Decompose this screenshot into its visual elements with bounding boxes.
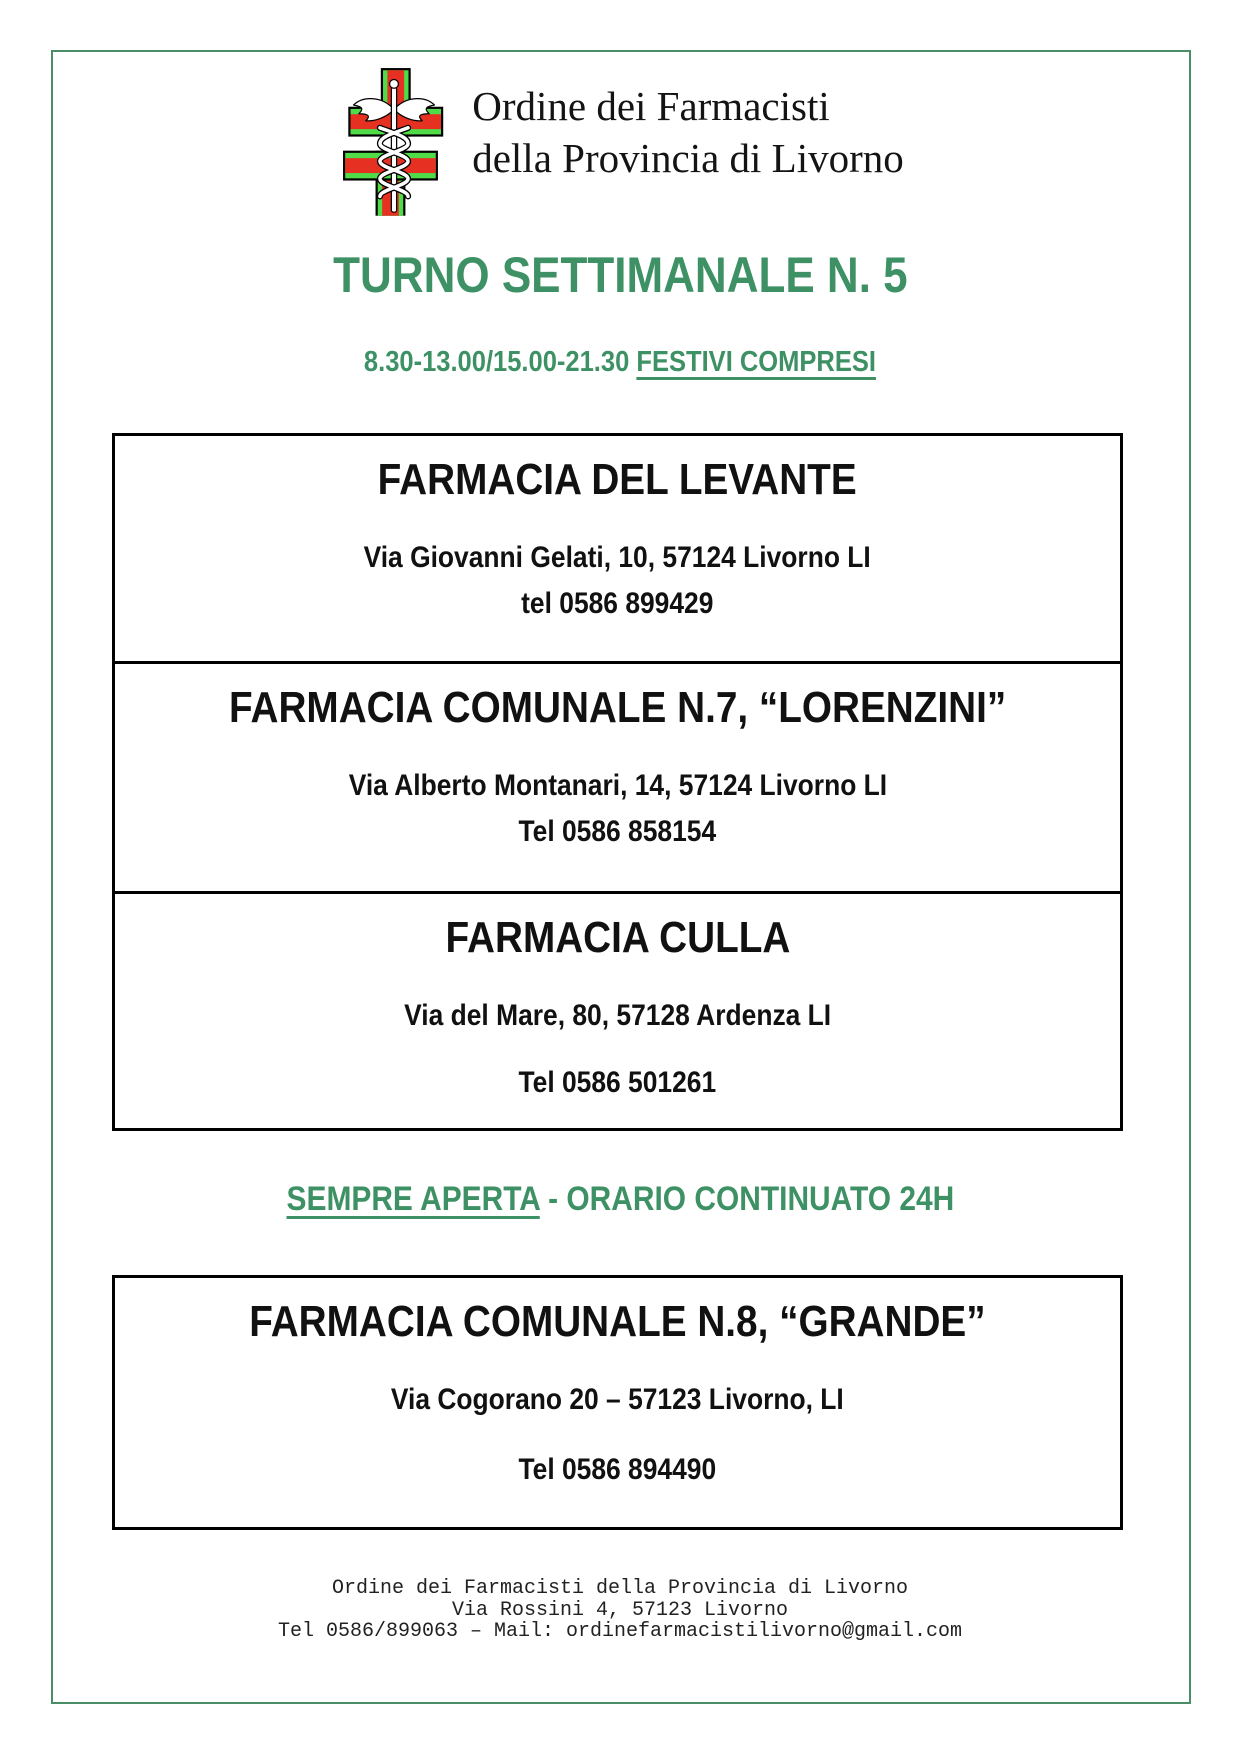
- pharmacy-address: Via Alberto Montanari, 14, 57124 Livorno LI: [348, 769, 887, 802]
- pharmacy-name: FARMACIA COMUNALE N.7, “LORENZINI”: [228, 683, 1007, 732]
- pharmacy-name: FARMACIA DEL LEVANTE: [378, 455, 857, 504]
- pharmacy-phone: Tel 0586 894490: [518, 1453, 717, 1486]
- always-open-line: [0, 1178, 1240, 1220]
- schedule-hours: 8.30-13.00/15.00-21.30: [363, 346, 630, 378]
- open24-pharmacy-box: [112, 1275, 1123, 1530]
- footer-contacts: Tel 0586/899063 – Mail: ordinefarmacistilivorno@gmail.com: [277, 1620, 963, 1643]
- pharmacy-phone: Tel 0586 858154: [518, 815, 717, 848]
- pharmacy-name: FARMACIA COMUNALE N.8, “GRANDE”: [249, 1297, 986, 1346]
- always-open-rest: - ORARIO CONTINUATO 24H: [547, 1180, 954, 1218]
- pharmacy-address: Via Giovanni Gelati, 10, 57124 Livorno LI: [363, 541, 872, 574]
- page-title-text: TURNO SETTIMANALE N. 5: [332, 247, 908, 303]
- pharmacy-row-del-levante: [115, 436, 1120, 661]
- pharmacy-name: FARMACIA CULLA: [445, 913, 790, 962]
- pharmacy-row-culla: [115, 891, 1120, 1128]
- pharmacy-cross-icon: [336, 66, 452, 216]
- always-open-label: SEMPRE APERTA: [286, 1180, 540, 1218]
- pharmacy-address: Via del Mare, 80, 57128 Ardenza LI: [403, 999, 832, 1032]
- org-logo: [0, 66, 1240, 216]
- schedule-note: FESTIVI COMPRESI: [636, 346, 877, 378]
- org-name: [472, 80, 904, 184]
- page-title: [0, 246, 1240, 304]
- pharmacy-phone: Tel 0586 501261: [518, 1066, 717, 1099]
- duty-pharmacy-table: [112, 433, 1123, 1131]
- caduceus-icon: [354, 79, 435, 212]
- footer-address: Via Rossini 4, 57123 Livorno: [451, 1598, 789, 1622]
- pharmacy-address: Via Cogorano 20 – 57123 Livorno, LI: [391, 1383, 844, 1416]
- org-name-line2: della Provincia di Livorno: [472, 135, 904, 181]
- schedule-line: [0, 344, 1240, 380]
- footer-org: Ordine dei Farmacisti della Provincia di Livorno: [331, 1577, 909, 1600]
- footer: [0, 1578, 1240, 1643]
- pharmacy-phone: tel 0586 899429: [521, 587, 714, 620]
- org-name-line1: Ordine dei Farmacisti: [472, 83, 830, 129]
- pharmacy-row-lorenzini: [115, 661, 1120, 891]
